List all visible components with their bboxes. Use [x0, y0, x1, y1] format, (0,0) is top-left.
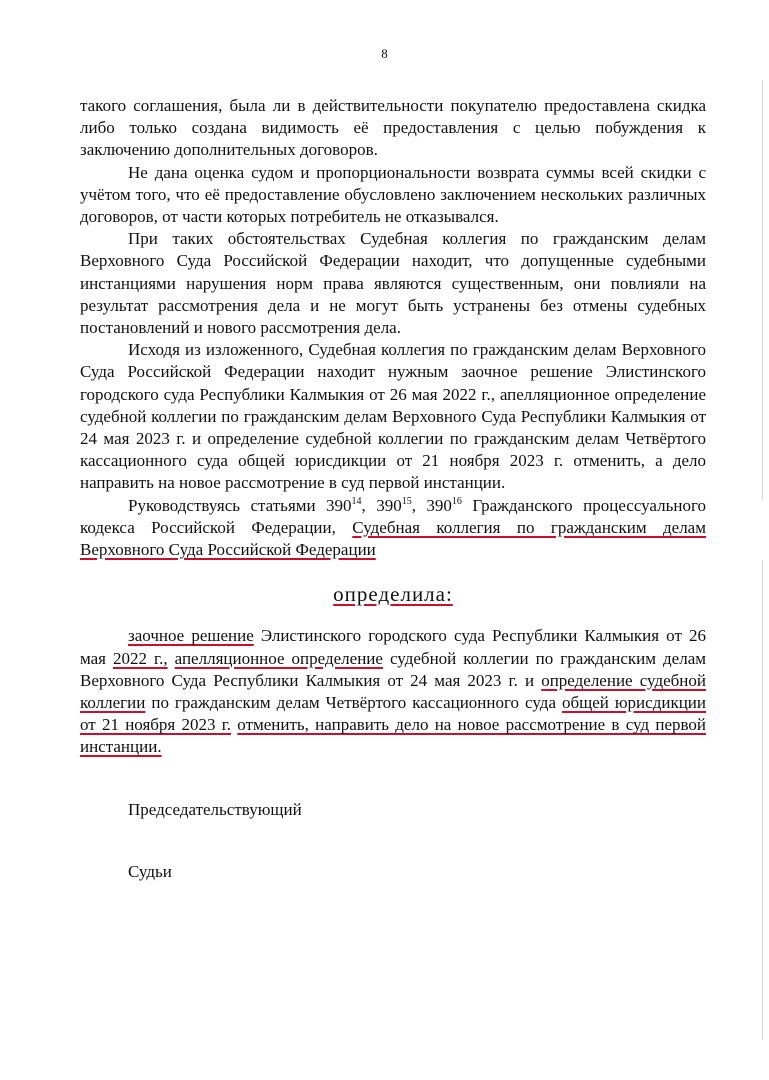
decision-text-4: по гражданским делам Четвёртого кассационного суда — [145, 693, 562, 713]
paragraph-4: Исходя из изложенного, Судебная коллегия по гражданским делам Верховного Суда Российской Федерации находит нужным заочное решение Элистинского городского суда Республики Калмыкия от 26 мая 2022 г., апелляционное определение судебной коллегии по гражданским делам Верховного Суда Республики Калмыкия от 24 мая 2023 г. и определение судебной коллегии по гражданским делам Четвёртого кассационного суда общей юрисдикции от 21 ноября 2023 г. отменить, а дело направить на новое рассмотрение в суд первой инстанции. — [80, 340, 706, 493]
decision-paragraph — [80, 625, 706, 758]
decision-text-2 — [168, 649, 175, 668]
ruling-heading-text: определила: — [333, 582, 453, 607]
p5-sup-3: 16 — [451, 495, 462, 507]
decision-underline-3: апелляционное определение — [174, 648, 383, 668]
scan-edge-mark — [762, 80, 763, 500]
ruling-heading — [80, 583, 706, 605]
decision-underline-6: отменить, направить дело на новое рассмотрение в суд первой инстанции. — [80, 715, 706, 757]
decision-underline-2: 2022 г., — [113, 648, 168, 668]
p5-sup-1: 14 — [351, 495, 362, 507]
paragraph-3: При таких обстоятельствах Судебная коллегия по гражданским делам Верховного Суда Российской Федерации находит, что допущенные судебными инстанциями нарушения норм права являются существенным, они повлияли на результат рассмотрения дела и не могут быть устранены без отмены судебных постановлений и нового рассмотрения дела. — [80, 229, 706, 338]
paragraph-2: Не дана оценка судом и пропорциональности возврата суммы всей скидки с учётом того, что её предоставление обусловлено заключением нескольких различных договоров, от части которых потребитель не отказывался. — [80, 162, 706, 227]
decision-text-1: Элистинского городского суда Республики Калмыкия от 26 мая — [80, 626, 706, 668]
p5-text-2: , 390 — [361, 495, 402, 515]
decision-text-3: судебной коллегии по гражданским делам Верховного Суда Республики Калмыкия от 24 мая 2023 г. и — [80, 648, 707, 690]
paragraph-1: такого соглашения, была ли в действительности покупателю предоставлена скидка либо только создана видимость её предоставления с целью побуждения к заключению дополнительных договоров. — [80, 96, 706, 160]
signature-judges: Судьи — [128, 862, 172, 881]
paragraph-5 — [80, 495, 706, 562]
signature-chairman: Председательствующий — [128, 800, 302, 819]
decision-underline-1: заочное решение — [128, 626, 254, 646]
page-number: 8 — [381, 46, 388, 61]
scan-edge-mark-lower — [762, 560, 763, 1040]
decision-underline-5: общей юрисдикции от 21 ноября 2023 г. — [80, 693, 706, 735]
p5-text-4: Гражданского процессуального кодекса Российской Федерации, — [80, 495, 707, 537]
p5-text-1: Руководствуясь статьями 390 — [128, 495, 352, 515]
decision-underline-4: определение судебной коллегии — [80, 670, 706, 713]
p5-underlined-court: Судебная коллегия по гражданским делам Верховного Суда Российской Федерации — [80, 517, 706, 560]
p5-sup-2: 15 — [401, 495, 412, 507]
p5-text-3: , 390 — [411, 495, 452, 515]
document-body — [80, 95, 706, 759]
